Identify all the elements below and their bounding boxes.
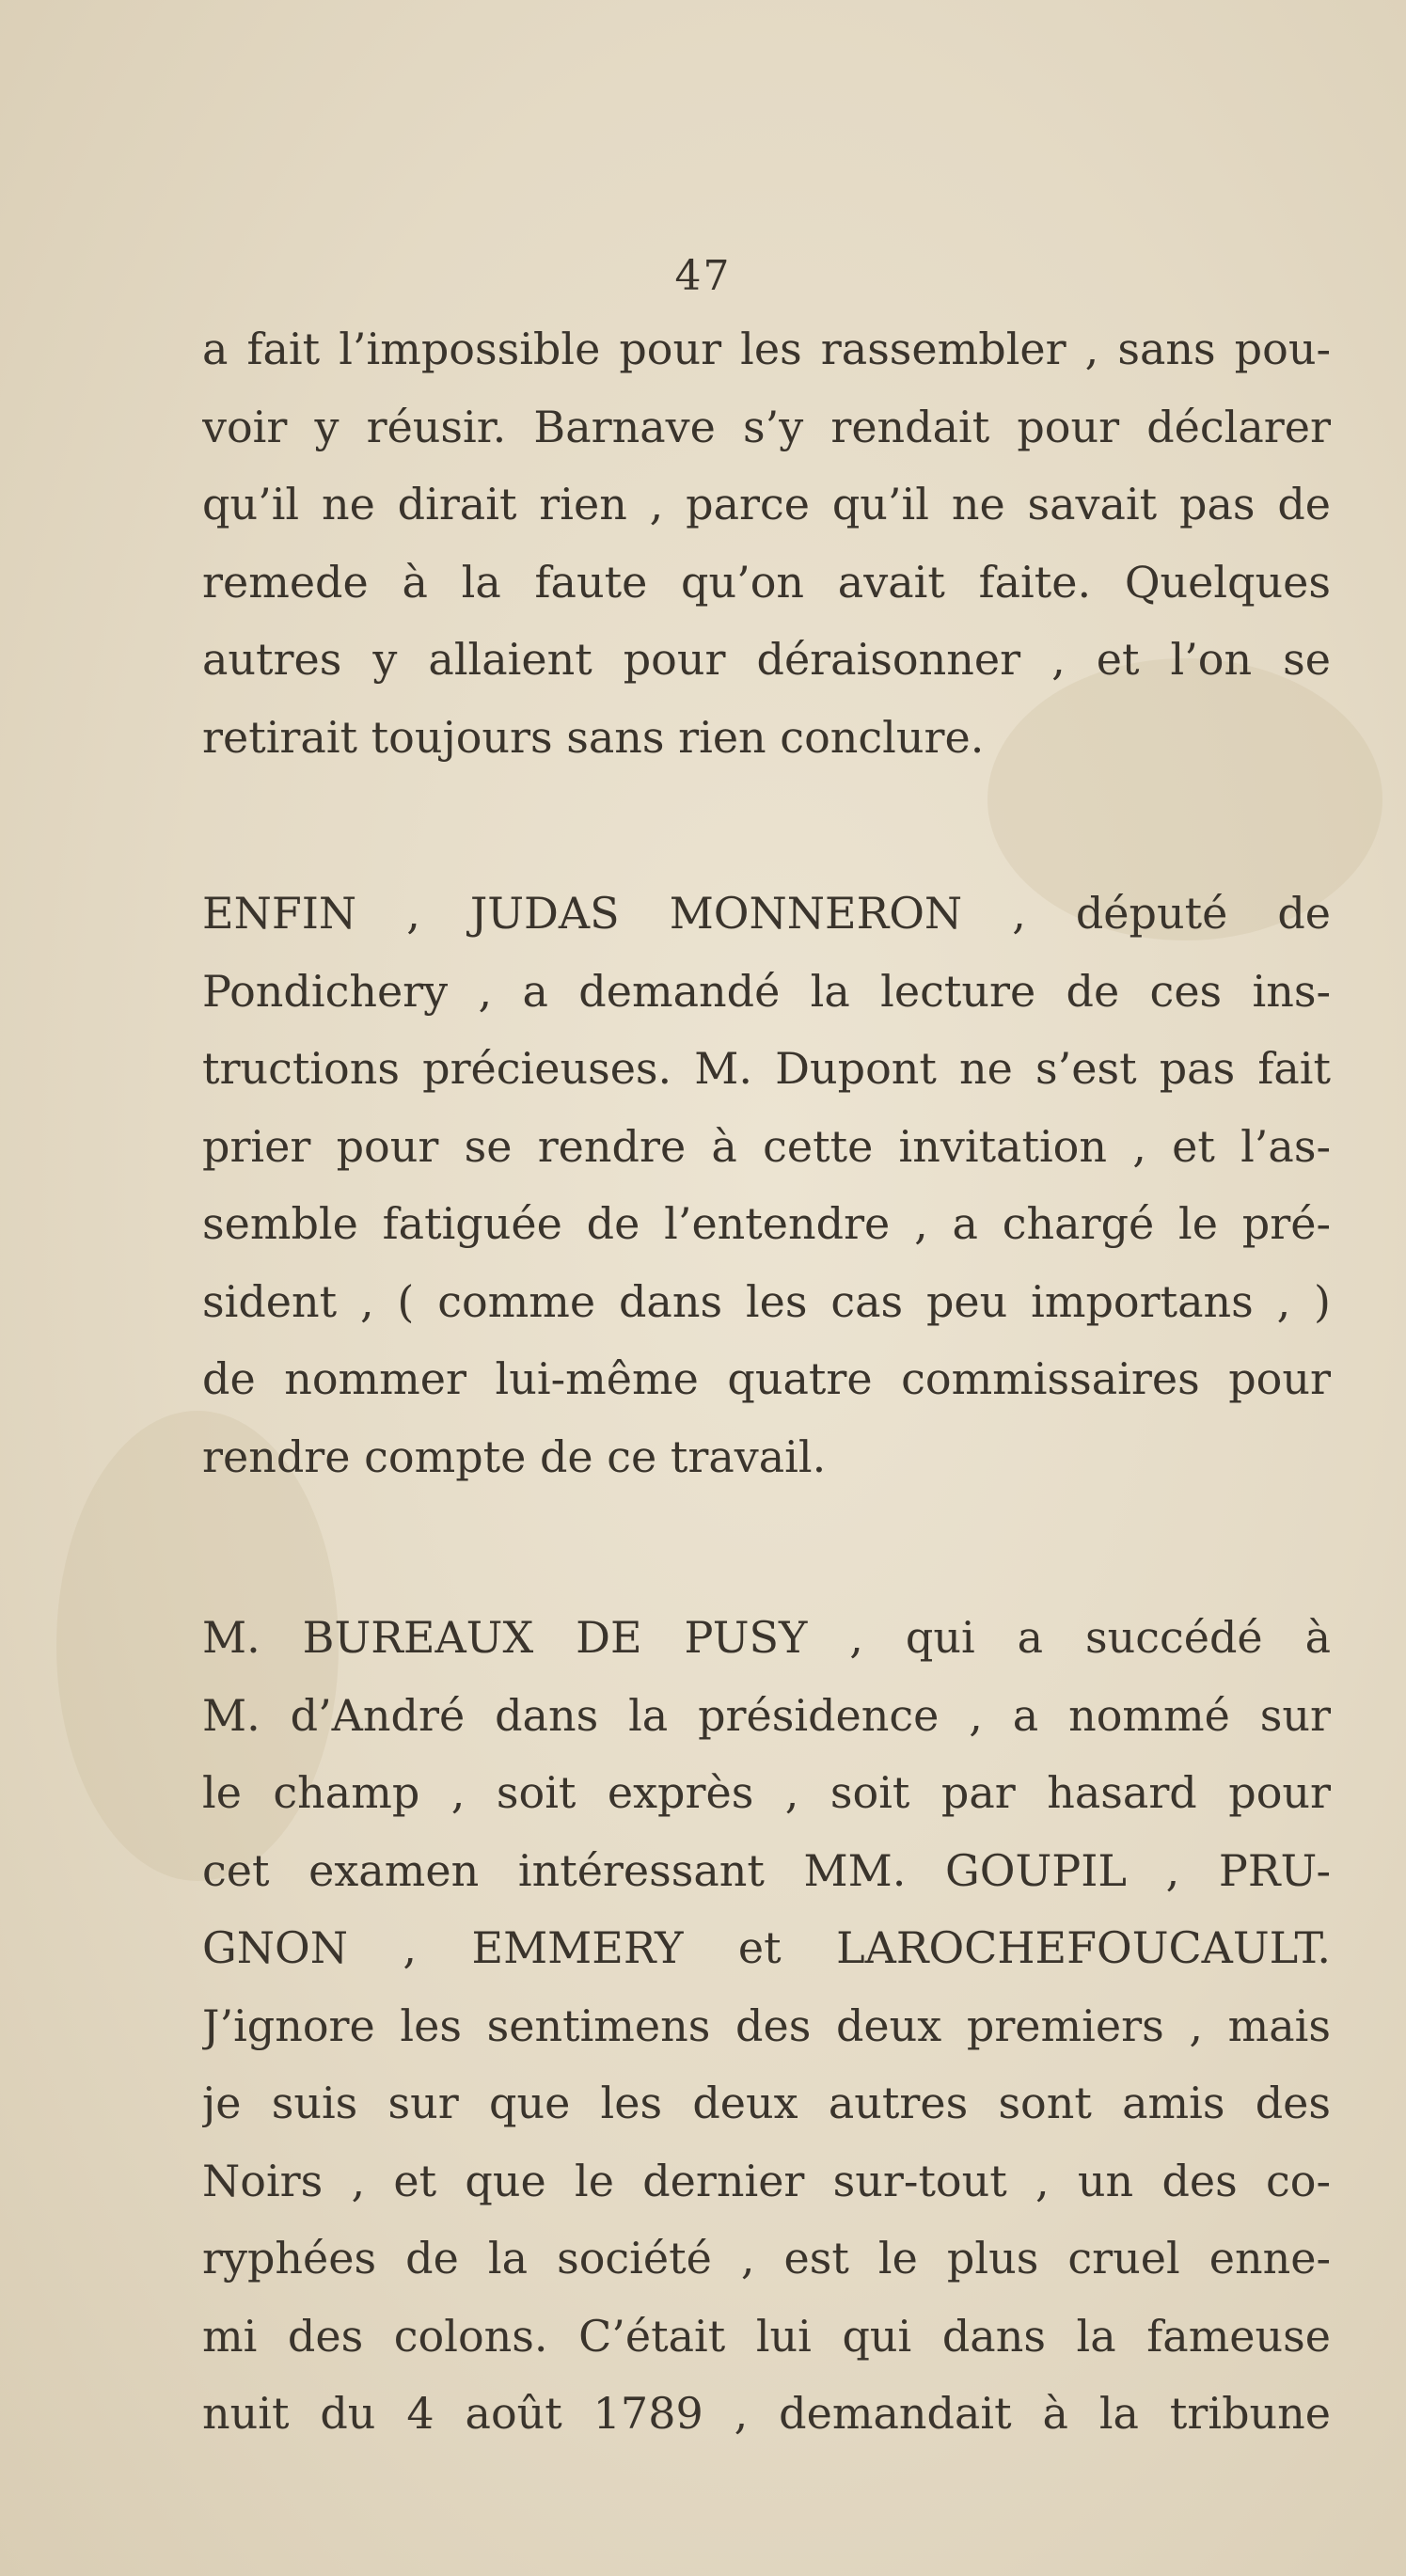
page-number: 47	[674, 252, 732, 300]
text-line: je suis sur que les deux autres sont amis des	[202, 2078, 1331, 2128]
body-text	[202, 310, 1331, 2453]
paragraph-gap	[202, 776, 1331, 875]
text-line: J’ignore les sentimens des deux premiers , mais	[202, 1999, 1331, 2051]
text-line: M. BUREAUX DE PUSY , qui a succédé à	[202, 1612, 1331, 1663]
text-line: ryphées de la société , est le plus cruel enne-	[202, 2233, 1331, 2284]
text-line: de nommer lui-même quatre commissaires pour	[202, 1353, 1331, 1404]
paragraph	[202, 875, 1331, 1495]
text-line: nuit du 4 août 1789 , demandait à la tribune	[202, 2388, 1331, 2439]
text-line: qu’il ne dirait rien , parce qu’il ne savait pas de	[202, 479, 1331, 529]
text-line: prier pour se rendre à cette invitation , et l’as-	[202, 1120, 1331, 1172]
text-line: rendre compte de ce travail.	[202, 1430, 827, 1482]
text-line: autres y allaient pour déraisonner , et l’on se	[202, 634, 1331, 685]
text-line: voir y réusir. Barnave s’y rendait pour déclarer	[202, 401, 1331, 452]
text-line: ENFIN , JUDAS MONNERON , député de	[202, 888, 1331, 939]
text-line: M. d’André dans la présidence , a nommé sur	[202, 1689, 1331, 1741]
text-line: tructions précieuses. M. Dupont ne s’est pas fait	[202, 1043, 1331, 1094]
text-line: GNON , EMMERY et LAROCHEFOUCAULT.	[202, 1922, 1331, 1973]
text-line: le champ , soit exprès , soit par hasard pour	[202, 1767, 1331, 1818]
text-line: retirait toujours sans rien conclure.	[202, 711, 985, 763]
text-line: Noirs , et que le dernier sur-tout , un des co-	[202, 2155, 1331, 2206]
text-line: Pondichery , a demandé la lecture de ces ins-	[202, 965, 1331, 1017]
paragraph-gap	[202, 1495, 1331, 1599]
text-line: remede à la faute qu’on avait faite. Quelques	[202, 556, 1331, 608]
text-line: sident , ( comme dans les cas peu importans , )	[202, 1275, 1331, 1327]
text-line: cet examen intéressant MM. GOUPIL , PRU-	[202, 1844, 1331, 1896]
text-line: mi des colons. C’était lui qui dans la fameuse	[202, 2310, 1331, 2362]
paragraph	[202, 310, 1331, 776]
paragraph	[202, 1599, 1331, 2453]
text-line: a fait l’impossible pour les rassembler , sans pou-	[202, 324, 1331, 374]
text-line: semble fatiguée de l’entendre , a chargé le pré-	[202, 1198, 1331, 1249]
